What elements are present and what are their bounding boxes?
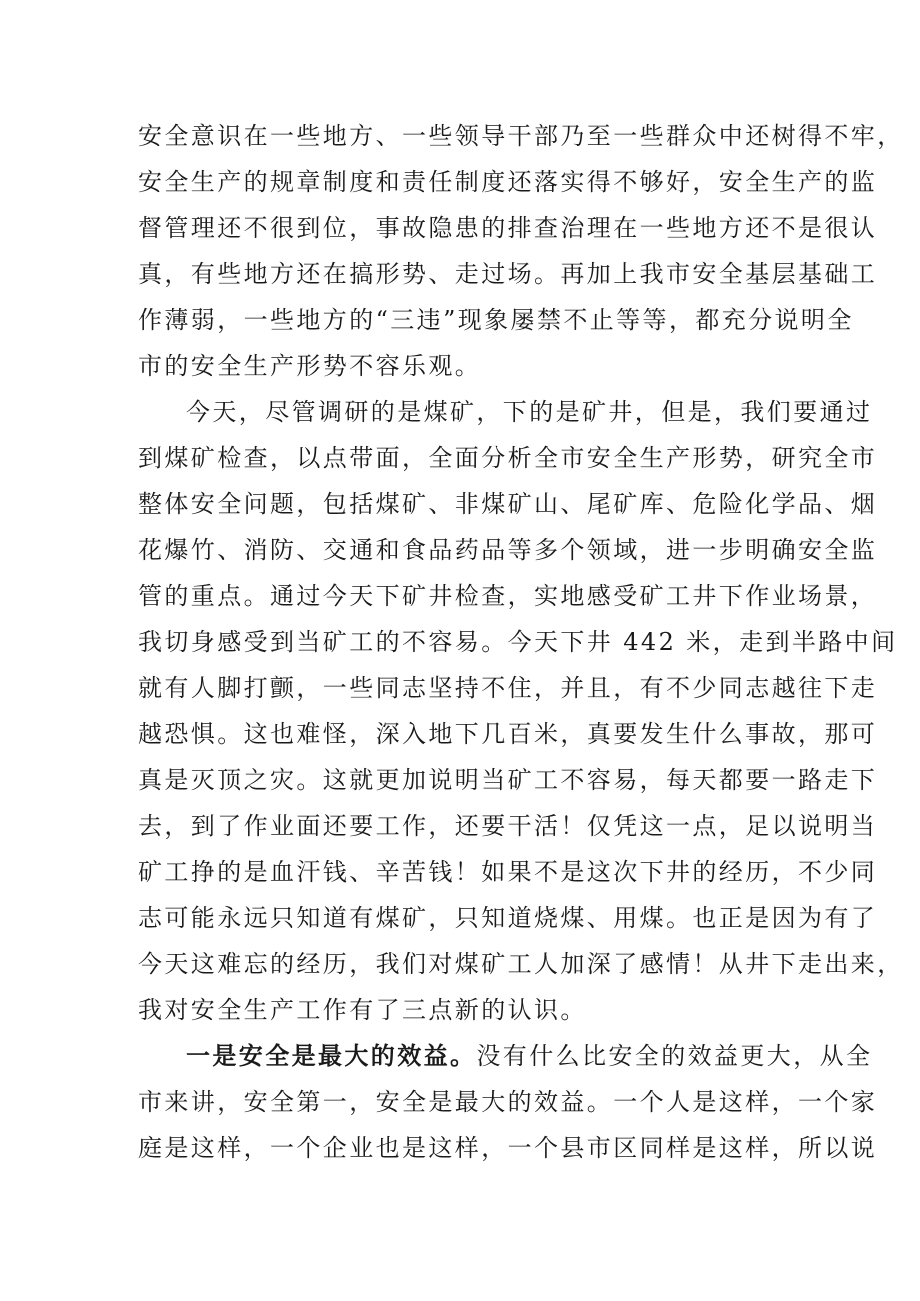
paragraph-1-line-3: 督管理还不很到位，事故隐患的排查治理在一些地方还不是很认 [138,214,878,242]
paragraph-2-line-10: 去，到了作业面还要工作，还要干活！仅凭这一点，足以说明当 [138,812,878,840]
paragraph-1-line-6: 市的安全生产形势不容乐观。 [138,352,482,380]
paragraph-1-line-1: 安全意识在一些地方、一些领导干部乃至一些群众中还树得不牢， [138,122,904,150]
paragraph-2-line-7: 就有人脚打颤，一些同志坚持不住，并且，有不少同志越往下走 [138,674,878,702]
paragraph-2-line-6: 我切身感受到当矿工的不容易。今天下井 442 米，走到半路中间 [138,628,898,656]
paragraph-2-line-8: 越恐惧。这也难怪，深入地下几百米，真要发生什么事故，那可 [138,720,878,748]
paragraph-3-heading: 一是安全是最大的效益。 [186,1041,477,1070]
paragraph-2-line-1: 今天，尽管调研的是煤矿，下的是矿井，但是，我们要通过 [186,398,873,426]
paragraph-3-line-2: 市来讲，安全第一，安全是最大的效益。一个人是这样，一个家 [138,1088,878,1116]
paragraph-1-line-4: 真，有些地方还在搞形势、走过场。再加上我市安全基层基础工 [138,260,878,288]
paragraph-3-lead-text: 没有什么比安全的效益更大，从全 [476,1042,873,1070]
paragraph-2-line-3: 整体安全问题，包括煤矿、非煤矿山、尾矿库、危险化学品、烟 [138,490,878,518]
paragraph-3-line-1 [186,1038,873,1074]
paragraph-2-line-5: 管的重点。通过今天下矿井检查，实地感受矿工井下作业场景， [138,582,878,610]
paragraph-2-line-2: 到煤矿检查，以点带面，全面分析全市安全生产形势，研究全市 [138,444,878,472]
paragraph-2-line-11: 矿工挣的是血汗钱、辛苦钱！如果不是这次下井的经历，不少同 [138,858,878,886]
paragraph-2-line-12: 志可能永远只知道有煤矿，只知道烧煤、用煤。也正是因为有了 [138,904,878,932]
paragraph-3-line-3: 庭是这样，一个企业也是这样，一个县市区同样是这样，所以说 [138,1134,878,1162]
paragraph-1-line-2: 安全生产的规章制度和责任制度还落实得不够好，安全生产的监 [138,168,878,196]
paragraph-2-line-14: 我对安全生产工作有了三点新的认识。 [138,996,587,1024]
paragraph-2-line-9: 真是灭顶之灾。这就更加说明当矿工不容易，每天都要一路走下 [138,766,878,794]
paragraph-2-line-13: 今天这难忘的经历，我们对煤矿工人加深了感情！从井下走出来， [138,950,904,978]
paragraph-1-line-5: 作薄弱，一些地方的“三违”现象屡禁不止等等，都充分说明全 [138,306,854,334]
paragraph-2-line-4: 花爆竹、消防、交通和食品药品等多个领域，进一步明确安全监 [138,536,878,564]
